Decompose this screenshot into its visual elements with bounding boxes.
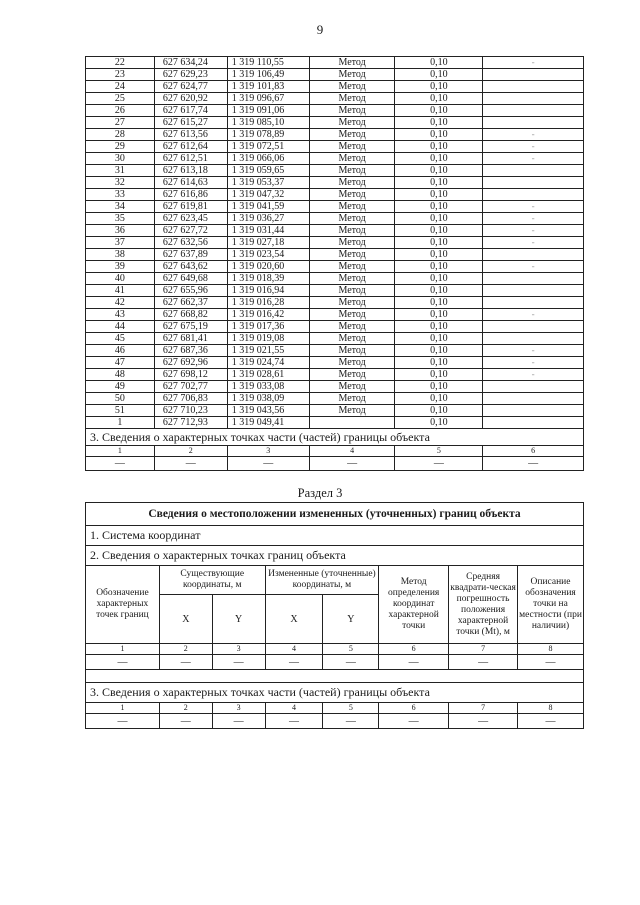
accuracy-cell: 0,10 [395, 393, 483, 405]
description-cell [483, 405, 584, 417]
description-cell: - [483, 345, 584, 357]
table-row [86, 177, 584, 189]
coord-x: 627 612,64 [154, 141, 227, 153]
point-number: 29 [86, 141, 155, 153]
accuracy-cell: 0,10 [395, 57, 483, 69]
description-cell [483, 69, 584, 81]
coord-y: 1 319 027,18 [227, 237, 309, 249]
coord-y: 1 319 023,54 [227, 249, 309, 261]
accuracy-cell: 0,10 [395, 213, 483, 225]
coord-x: 627 624,77 [154, 81, 227, 93]
method-cell: Метод [309, 213, 395, 225]
column-number: 1 [86, 703, 160, 714]
point-number: 42 [86, 297, 155, 309]
method-cell: Метод [309, 129, 395, 141]
column-number: 3 [212, 644, 265, 655]
method-cell: Метод [309, 69, 395, 81]
method-cell: Метод [309, 285, 395, 297]
accuracy-cell: 0,10 [395, 417, 483, 429]
column-numbers-row [86, 446, 584, 457]
coord-y: 1 319 047,32 [227, 189, 309, 201]
method-cell: Метод [309, 261, 395, 273]
coord-y: 1 319 021,55 [227, 345, 309, 357]
accuracy-cell: 0,10 [395, 261, 483, 273]
method-cell: Метод [309, 153, 395, 165]
coord-x: 627 675,19 [154, 321, 227, 333]
coord-x: 627 627,72 [154, 225, 227, 237]
coord-y: 1 319 072,51 [227, 141, 309, 153]
column-number: 5 [395, 446, 483, 457]
coord-y: 1 319 091,06 [227, 105, 309, 117]
coord-y: 1 319 016,28 [227, 297, 309, 309]
point-number: 1 [86, 417, 155, 429]
description-cell: - [483, 369, 584, 381]
coord-x: 627 619,81 [154, 201, 227, 213]
dash-cell: — [265, 655, 323, 670]
column-number: 8 [518, 703, 584, 714]
coord-y: 1 319 036,27 [227, 213, 309, 225]
section-3-label: Раздел 3 [297, 486, 343, 500]
point-number: 24 [86, 81, 155, 93]
description-cell [483, 189, 584, 201]
dash-cell: — [309, 457, 395, 471]
header-existing-x: X [159, 595, 212, 644]
method-cell [309, 417, 395, 429]
description-cell [483, 321, 584, 333]
coord-x: 627 712,93 [154, 417, 227, 429]
description-cell [483, 165, 584, 177]
method-cell: Метод [309, 81, 395, 93]
column-number: 7 [449, 703, 518, 714]
accuracy-cell: 0,10 [395, 69, 483, 81]
coord-x: 627 613,56 [154, 129, 227, 141]
dash-cell: — [483, 457, 584, 471]
table-row [86, 201, 584, 213]
coord-y: 1 319 041,59 [227, 201, 309, 213]
description-cell [483, 105, 584, 117]
header-existing-coords: Существующие координаты, м [159, 566, 265, 595]
point-number: 28 [86, 129, 155, 141]
method-cell: Метод [309, 57, 395, 69]
table-row [86, 261, 584, 273]
table-row [86, 117, 584, 129]
description-cell: - [483, 129, 584, 141]
method-cell: Метод [309, 117, 395, 129]
accuracy-cell: 0,10 [395, 297, 483, 309]
dash-cell: — [86, 655, 160, 670]
coord-x: 627 637,89 [154, 249, 227, 261]
coord-x: 627 617,74 [154, 105, 227, 117]
header-description: Описание обозначения точки на местности (при наличии) [518, 566, 584, 644]
dash-cell: — [227, 457, 309, 471]
point-number: 46 [86, 345, 155, 357]
description-cell: - [483, 237, 584, 249]
table-row [86, 405, 584, 417]
method-cell: Метод [309, 357, 395, 369]
accuracy-cell: 0,10 [395, 237, 483, 249]
accuracy-cell: 0,10 [395, 117, 483, 129]
column-number: 4 [265, 703, 323, 714]
point-number: 36 [86, 225, 155, 237]
point-number: 31 [86, 165, 155, 177]
accuracy-cell: 0,10 [395, 93, 483, 105]
description-cell [483, 93, 584, 105]
accuracy-cell: 0,10 [395, 105, 483, 117]
coord-x: 627 649,68 [154, 273, 227, 285]
table-row [86, 213, 584, 225]
point-number: 50 [86, 393, 155, 405]
table-row [86, 357, 584, 369]
accuracy-cell: 0,10 [395, 81, 483, 93]
coord-x: 627 629,23 [154, 69, 227, 81]
description-cell [483, 393, 584, 405]
coord-y: 1 319 020,60 [227, 261, 309, 273]
coord-y: 1 319 033,08 [227, 381, 309, 393]
table-row [86, 333, 584, 345]
description-cell: - [483, 225, 584, 237]
coord-x: 627 681,41 [154, 333, 227, 345]
point-number: 37 [86, 237, 155, 249]
table-row [86, 417, 584, 429]
header-existing-y: Y [212, 595, 265, 644]
accuracy-cell: 0,10 [395, 285, 483, 297]
table-row [86, 237, 584, 249]
column-number: 1 [86, 446, 155, 457]
method-cell: Метод [309, 381, 395, 393]
points-section-title: 2. Сведения о характерных точках границ объекта [86, 546, 584, 566]
column-number: 3 [212, 703, 265, 714]
point-number: 41 [86, 285, 155, 297]
description-cell [483, 285, 584, 297]
dash-cell: — [159, 655, 212, 670]
table-row [86, 105, 584, 117]
method-cell: Метод [309, 189, 395, 201]
method-cell: Метод [309, 309, 395, 321]
method-cell: Метод [309, 393, 395, 405]
coord-x: 627 613,18 [154, 165, 227, 177]
accuracy-cell: 0,10 [395, 333, 483, 345]
header-changed-y: Y [323, 595, 379, 644]
table-row [86, 381, 584, 393]
column-number: 2 [154, 446, 227, 457]
column-number: 6 [379, 703, 449, 714]
method-cell: Метод [309, 333, 395, 345]
coord-y: 1 319 038,09 [227, 393, 309, 405]
method-cell: Метод [309, 237, 395, 249]
accuracy-cell: 0,10 [395, 369, 483, 381]
coord-y: 1 319 019,08 [227, 333, 309, 345]
coord-x: 627 698,12 [154, 369, 227, 381]
dash-cell: — [159, 714, 212, 729]
coord-y: 1 319 024,74 [227, 357, 309, 369]
dash-cell: — [265, 714, 323, 729]
coord-x: 627 615,27 [154, 117, 227, 129]
method-cell: Метод [309, 369, 395, 381]
method-cell: Метод [309, 141, 395, 153]
boundary-points-table [85, 56, 584, 471]
coord-x: 627 668,82 [154, 309, 227, 321]
dash-cell: — [154, 457, 227, 471]
description-cell: - [483, 201, 584, 213]
table-row [86, 165, 584, 177]
point-number: 40 [86, 273, 155, 285]
accuracy-cell: 0,10 [395, 357, 483, 369]
method-cell: Метод [309, 165, 395, 177]
table-row [86, 129, 584, 141]
coord-x: 627 692,96 [154, 357, 227, 369]
coord-y: 1 319 016,42 [227, 309, 309, 321]
column-number: 2 [159, 644, 212, 655]
point-number: 25 [86, 93, 155, 105]
column-number: 6 [483, 446, 584, 457]
method-cell: Метод [309, 93, 395, 105]
coord-x: 627 662,37 [154, 297, 227, 309]
point-number: 47 [86, 357, 155, 369]
point-number: 33 [86, 189, 155, 201]
accuracy-cell: 0,10 [395, 141, 483, 153]
accuracy-cell: 0,10 [395, 381, 483, 393]
accuracy-cell: 0,10 [395, 321, 483, 333]
table-row [86, 429, 584, 446]
point-number: 30 [86, 153, 155, 165]
page-number: 9 [316, 22, 324, 37]
column-number: 7 [449, 644, 518, 655]
description-cell [483, 333, 584, 345]
coord-x: 627 634,24 [154, 57, 227, 69]
table-row [86, 309, 584, 321]
coord-y: 1 319 078,89 [227, 129, 309, 141]
description-cell: - [483, 57, 584, 69]
dash-cell: — [323, 655, 379, 670]
column-number: 5 [323, 644, 379, 655]
description-cell: - [483, 357, 584, 369]
coord-y: 1 319 016,94 [227, 285, 309, 297]
description-cell [483, 249, 584, 261]
table-row [86, 189, 584, 201]
method-cell: Метод [309, 177, 395, 189]
coord-y: 1 319 101,83 [227, 81, 309, 93]
dash-cell: — [395, 457, 483, 471]
parts-section-title: 3. Сведения о характерных точках части (частей) границы объекта [86, 683, 584, 703]
changed-boundaries-table [85, 502, 584, 729]
dash-cell: — [212, 655, 265, 670]
description-cell [483, 381, 584, 393]
coord-y: 1 319 028,61 [227, 369, 309, 381]
header-accuracy: Средняя квадрати-ческая погрешность положения характерной точки (Mt), м [449, 566, 518, 644]
point-number: 49 [86, 381, 155, 393]
accuracy-cell: 0,10 [395, 177, 483, 189]
coord-x: 627 710,23 [154, 405, 227, 417]
accuracy-cell: 0,10 [395, 165, 483, 177]
point-number: 34 [86, 201, 155, 213]
table-row [86, 249, 584, 261]
point-number: 51 [86, 405, 155, 417]
spacer-row [86, 670, 584, 683]
accuracy-cell: 0,10 [395, 189, 483, 201]
dash-cell: — [379, 714, 449, 729]
table-row [86, 285, 584, 297]
coord-x: 627 687,36 [154, 345, 227, 357]
accuracy-cell: 0,10 [395, 273, 483, 285]
point-number: 45 [86, 333, 155, 345]
coord-y: 1 319 066,06 [227, 153, 309, 165]
accuracy-cell: 0,10 [395, 345, 483, 357]
point-number: 39 [86, 261, 155, 273]
description-cell [483, 297, 584, 309]
coord-x: 627 623,45 [154, 213, 227, 225]
dash-cell: — [212, 714, 265, 729]
method-cell: Метод [309, 321, 395, 333]
method-cell: Метод [309, 345, 395, 357]
table-row [86, 225, 584, 237]
header-method: Метод определения координат характерной точки [379, 566, 449, 644]
dash-cell: — [379, 655, 449, 670]
description-cell [483, 273, 584, 285]
table-row [86, 93, 584, 105]
accuracy-cell: 0,10 [395, 249, 483, 261]
coord-y: 1 319 053,37 [227, 177, 309, 189]
coord-x: 627 616,86 [154, 189, 227, 201]
table-row [86, 393, 584, 405]
table-row [86, 369, 584, 381]
method-cell: Метод [309, 297, 395, 309]
accuracy-cell: 0,10 [395, 225, 483, 237]
point-number: 22 [86, 57, 155, 69]
method-cell: Метод [309, 249, 395, 261]
method-cell: Метод [309, 225, 395, 237]
column-number: 1 [86, 644, 160, 655]
description-cell: - [483, 309, 584, 321]
point-number: 38 [86, 249, 155, 261]
column-numbers-row [86, 703, 584, 714]
dash-cell: — [86, 457, 155, 471]
dash-cell: — [323, 714, 379, 729]
column-number: 3 [227, 446, 309, 457]
point-number: 35 [86, 213, 155, 225]
table-row [86, 345, 584, 357]
table-row [86, 273, 584, 285]
header-changed-coords: Измененные (уточненные) координаты, м [265, 566, 379, 595]
section-3-title: Сведения о местоположении измененных (уточненных) границ объекта [86, 503, 584, 526]
coord-y: 1 319 085,10 [227, 117, 309, 129]
description-cell: - [483, 213, 584, 225]
point-number: 27 [86, 117, 155, 129]
description-cell [483, 417, 584, 429]
description-cell: - [483, 261, 584, 273]
table-row [86, 69, 584, 81]
table-row [86, 153, 584, 165]
method-cell: Метод [309, 405, 395, 417]
header-designation: Обозначение характерных точек границ [86, 566, 160, 644]
empty-dash-row [86, 714, 584, 729]
dash-cell: — [518, 714, 584, 729]
column-number: 5 [323, 703, 379, 714]
coordinate-system-label: 1. Система координат [86, 526, 584, 546]
dash-cell: — [86, 714, 160, 729]
point-number: 23 [86, 69, 155, 81]
dash-cell: — [449, 714, 518, 729]
coord-y: 1 319 043,56 [227, 405, 309, 417]
coord-x: 627 643,62 [154, 261, 227, 273]
empty-dash-row [86, 655, 584, 670]
coord-y: 1 319 017,36 [227, 321, 309, 333]
coord-x: 627 614,63 [154, 177, 227, 189]
dash-cell: — [449, 655, 518, 670]
coord-y: 1 319 106,49 [227, 69, 309, 81]
coord-y: 1 319 049,41 [227, 417, 309, 429]
description-cell: - [483, 153, 584, 165]
coord-x: 627 702,77 [154, 381, 227, 393]
point-number: 44 [86, 321, 155, 333]
column-numbers-row [86, 644, 584, 655]
dash-cell: — [518, 655, 584, 670]
description-cell [483, 81, 584, 93]
header-changed-x: X [265, 595, 323, 644]
method-cell: Метод [309, 273, 395, 285]
table-row [86, 321, 584, 333]
table-row [86, 57, 584, 69]
coord-x: 627 620,92 [154, 93, 227, 105]
column-number: 8 [518, 644, 584, 655]
point-number: 32 [86, 177, 155, 189]
method-cell: Метод [309, 201, 395, 213]
coord-y: 1 319 031,44 [227, 225, 309, 237]
coord-y: 1 319 018,39 [227, 273, 309, 285]
coord-x: 627 655,96 [154, 285, 227, 297]
accuracy-cell: 0,10 [395, 129, 483, 141]
accuracy-cell: 0,10 [395, 201, 483, 213]
table-row [86, 141, 584, 153]
table-row [86, 81, 584, 93]
accuracy-cell: 0,10 [395, 309, 483, 321]
coord-y: 1 319 110,55 [227, 57, 309, 69]
parts-section-title: 3. Сведения о характерных точках части (частей) границы объекта [86, 429, 584, 446]
coord-x: 627 612,51 [154, 153, 227, 165]
description-cell [483, 177, 584, 189]
description-cell: - [483, 141, 584, 153]
description-cell [483, 117, 584, 129]
column-number: 6 [379, 644, 449, 655]
coord-x: 627 706,83 [154, 393, 227, 405]
point-number: 48 [86, 369, 155, 381]
column-number: 4 [309, 446, 395, 457]
column-number: 2 [159, 703, 212, 714]
point-number: 43 [86, 309, 155, 321]
method-cell: Метод [309, 105, 395, 117]
table-row [86, 297, 584, 309]
coord-x: 627 632,56 [154, 237, 227, 249]
accuracy-cell: 0,10 [395, 405, 483, 417]
empty-dash-row [86, 457, 584, 471]
accuracy-cell: 0,10 [395, 153, 483, 165]
coord-y: 1 319 059,65 [227, 165, 309, 177]
point-number: 26 [86, 105, 155, 117]
coord-y: 1 319 096,67 [227, 93, 309, 105]
column-number: 4 [265, 644, 323, 655]
